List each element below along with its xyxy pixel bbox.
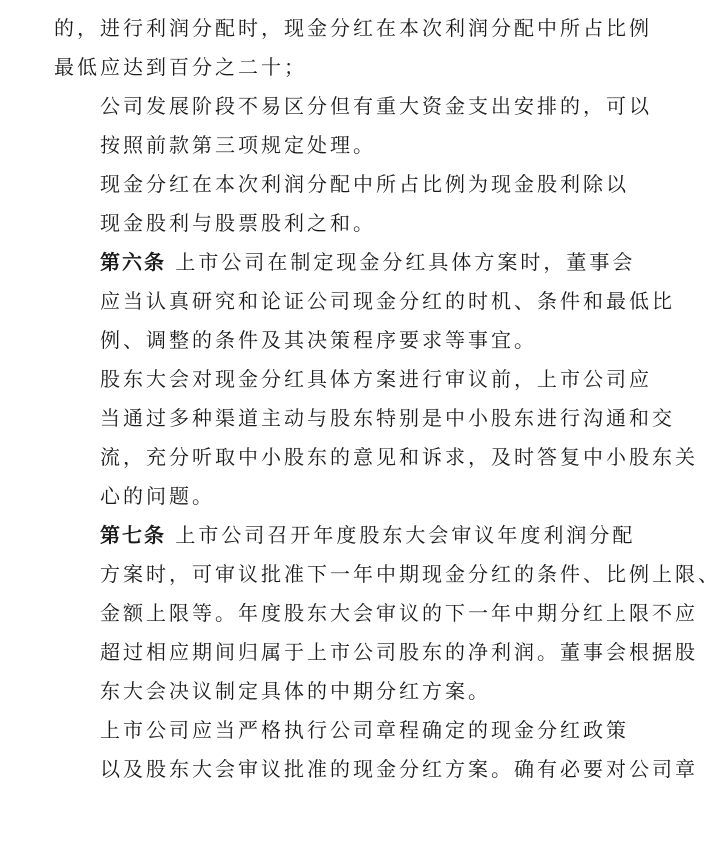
text-line: 当通过多种渠道主动与股东特别是中小股东进行沟通和交 [100,406,675,430]
text-line: 上市公司应当严格执行公司章程确定的现金分红政策 [100,718,629,742]
text-line [54,516,636,555]
document-body [54,9,721,789]
text-line: 现金分红在本次利润分配中所占比例为现金股利除以 [100,172,629,196]
text-line: 东大会决议制定具体的中期分红方案。 [100,679,491,703]
body-paragraph [54,165,629,243]
text-line: 现金股利与股票股利之和。 [100,211,376,235]
text-line: 的，进行利润分配时，现金分红在本次利润分配中所占比例 [54,16,652,40]
text-line: 超过相应期间归属于上市公司股东的净利润。董事会根据股 [100,640,698,664]
article-label: 第六条 [100,250,166,274]
text-line: 心的问题。 [100,484,215,508]
body-paragraph [54,711,698,789]
text-line: 股东大会对现金分红具体方案进行审议前，上市公司应 [100,367,652,391]
text-line: 金额上限等。年度股东大会审议的下一年中期分红上限不应 [100,601,698,625]
article-label: 第七条 [100,523,166,547]
text-line: 例、调整的条件及其决策程序要求等事宜。 [100,328,537,352]
text-line: 按照前款第三项规定处理。 [100,133,376,157]
text-line: 流，充分听取中小股东的意见和诉求，及时答复中小股东关 [100,445,698,469]
article-paragraph [54,516,721,711]
text-line [54,243,636,282]
text-line: 方案时，可审议批准下一年中期现金分红的条件、比例上限、 [100,562,721,586]
text-line: 应当认真研究和论证公司现金分红的时机、条件和最低比 [100,289,675,313]
text-line: 最低应达到百分之二十； [54,55,307,79]
body-paragraph [54,9,652,87]
text-line: 公司发展阶段不易区分但有重大资金支出安排的，可以 [100,94,652,118]
text-line: 以及股东大会审议批准的现金分红方案。确有必要对公司章 [100,757,698,781]
article-paragraph [54,243,675,360]
body-paragraph [54,360,698,516]
body-paragraph [54,87,652,165]
article-text: 上市公司召开年度股东大会审议年度利润分配 [166,523,636,547]
article-text: 上市公司在制定现金分红具体方案时，董事会 [166,250,636,274]
